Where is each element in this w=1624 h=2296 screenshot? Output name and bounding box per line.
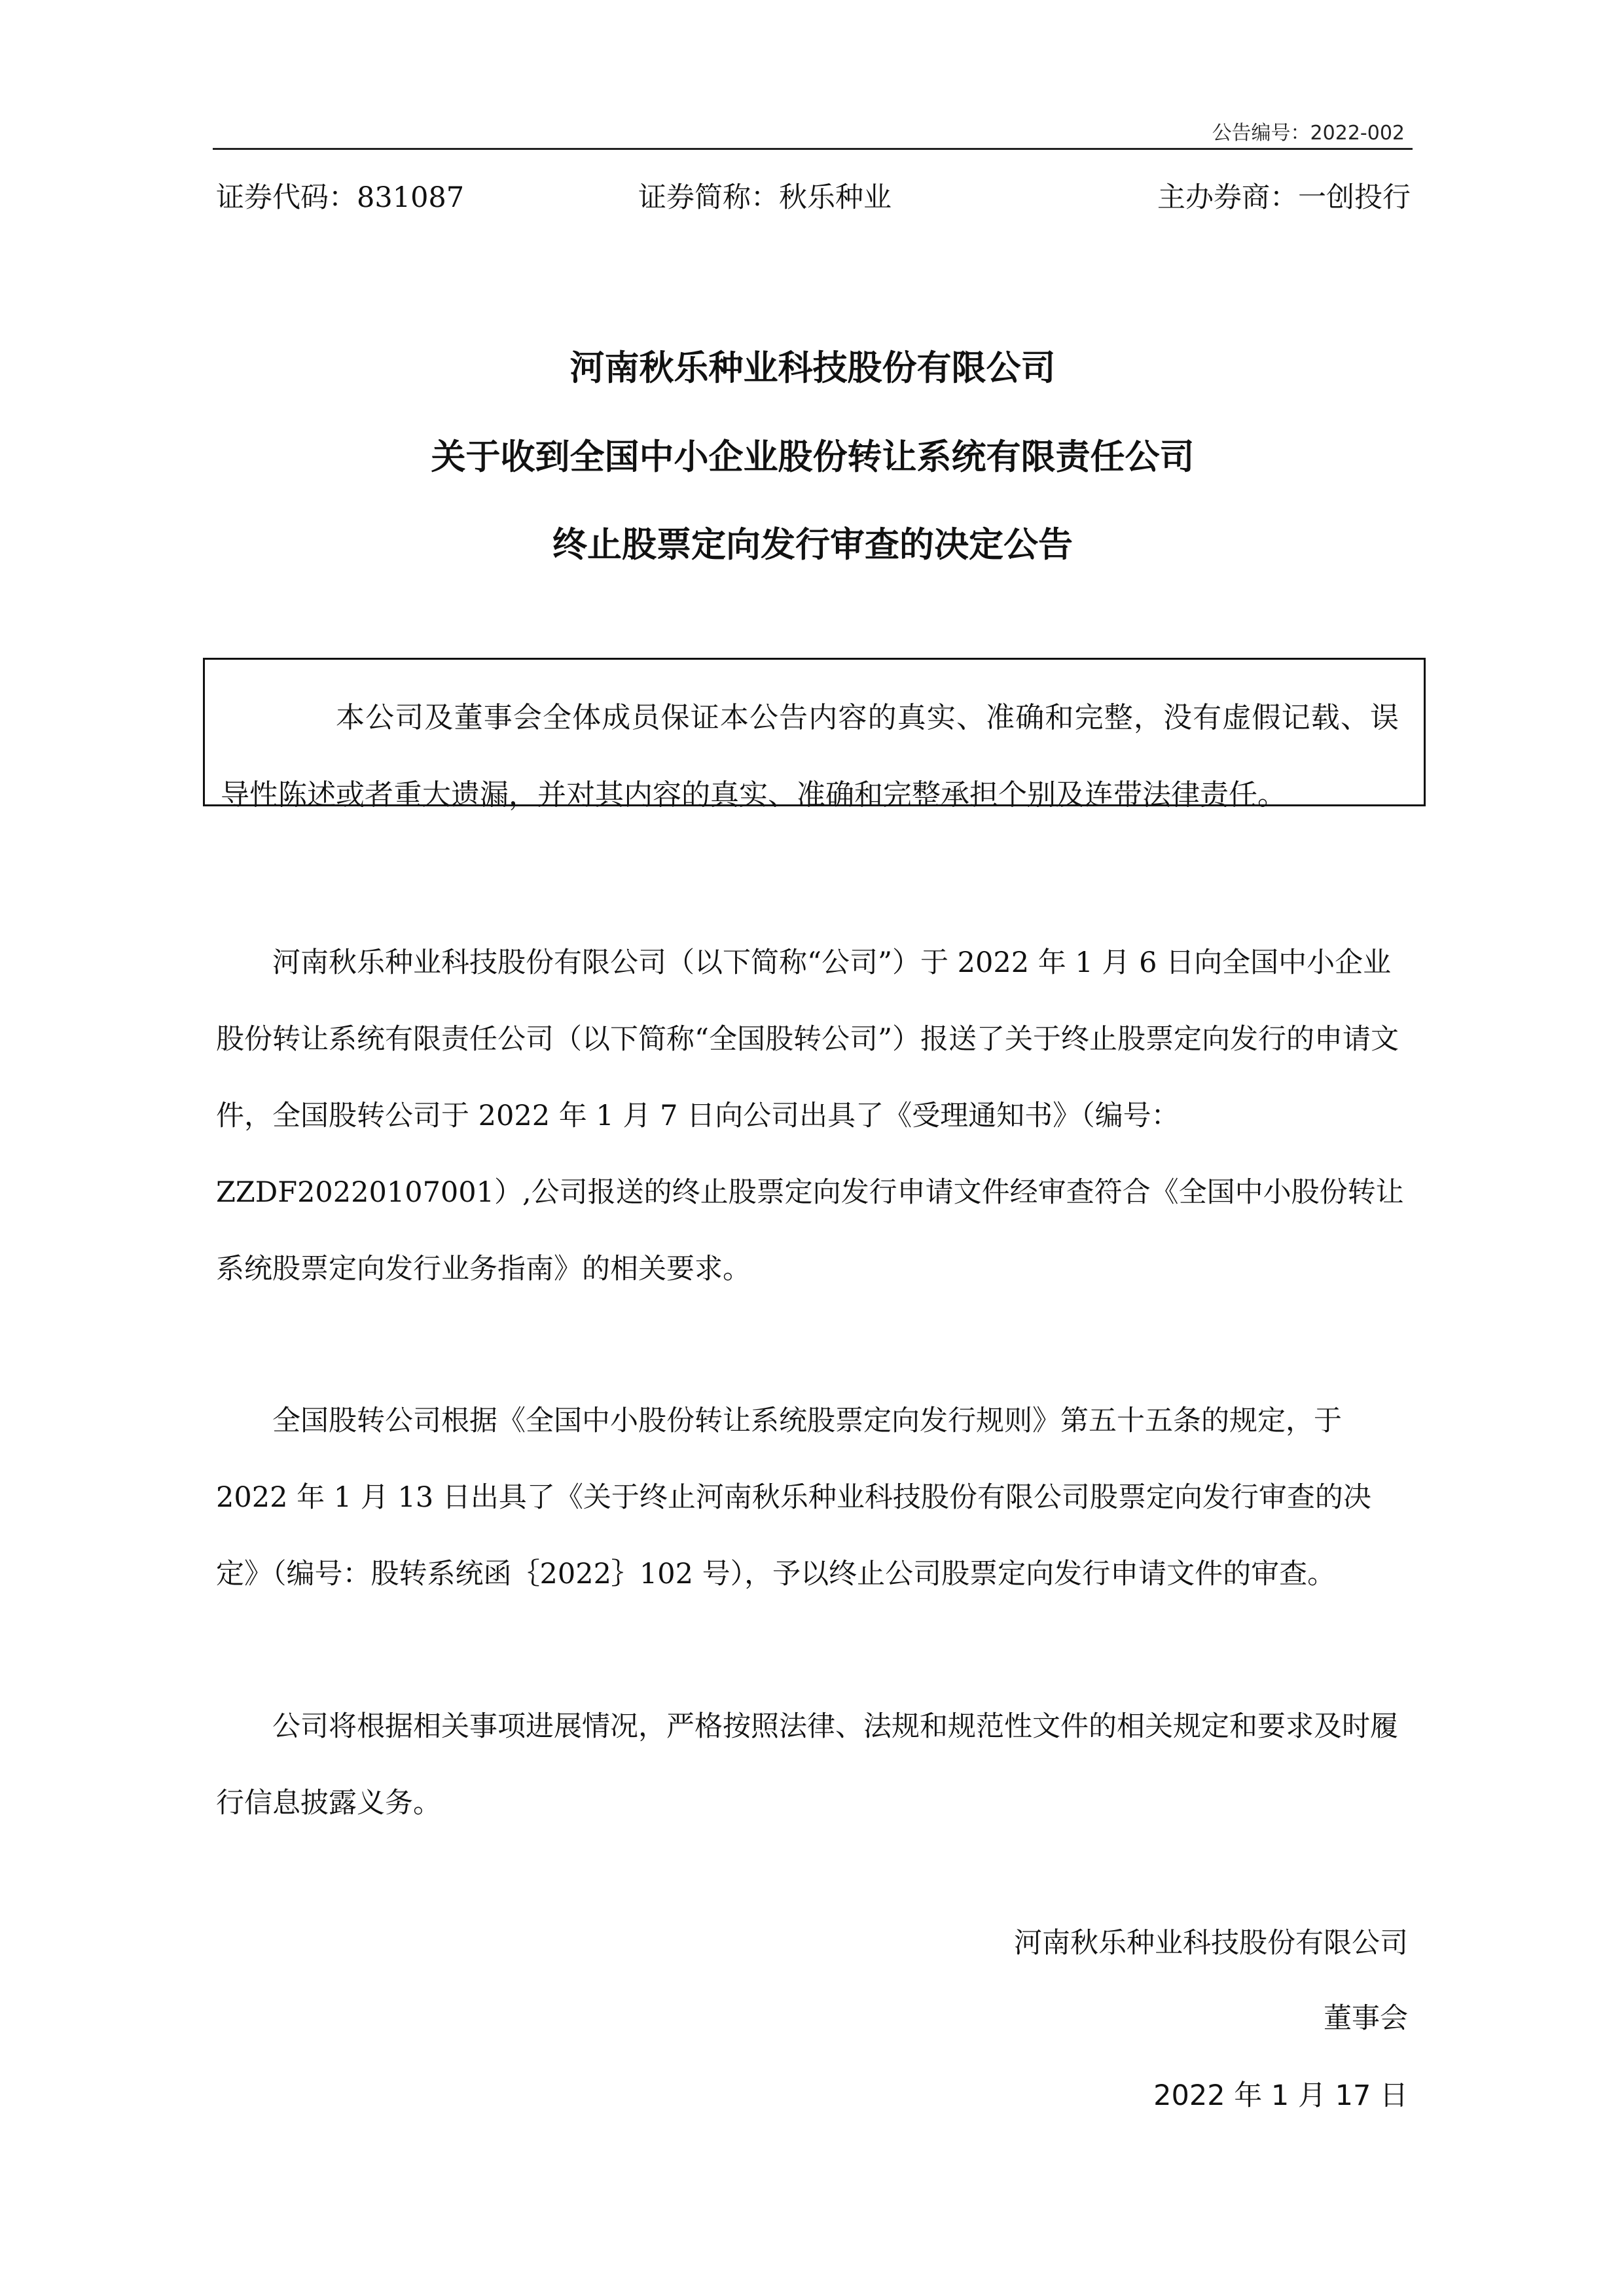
security-abbreviation: 证券简称：秋乐种业 (638, 181, 892, 214)
body-paragraph-1: 河南秋乐种业科技股份有限公司（以下简称“公司”）于 2022 年 1 月 6 日向全国中小企业股份转让系统有限责任公司（以下简称“全国股转公司”）报送了关于终止股票定向发行的申请文件，全国股转公司于 2022 年 1 月 7 日向公司出具了《受理通知书》（编号：ZZDF20220107001）,公司报送的终止股票定向发行申请文件经审查符合《全国中小股份转让系统股票定向发行业务指南》的相关要求。 (216, 946, 1404, 1285)
body-paragraph-3: 公司将根据相关事项进展情况，严格按照法律、法规和规范性文件的相关规定和要求及时履行信息披露义务。 (216, 1710, 1398, 1820)
board-guarantee-notice (203, 658, 1426, 812)
signature-date: 2022 年 1 月 17 日 (1153, 2079, 1408, 2112)
signature-board: 董事会 (1324, 2002, 1408, 2035)
title-line-2: 关于收到全国中小企业股份转让系统有限责任公司 (431, 437, 1195, 477)
title-line-1: 河南秋乐种业科技股份有限公司 (569, 348, 1056, 388)
securities-info-row (216, 175, 1411, 215)
notice-text: 本公司及董事会全体成员保证本公告内容的真实、准确和完整，没有虚假记载、误导性陈述或者重大遗漏，并对其内容的真实、准确和完整承担个别及连带法律责任。 (221, 701, 1399, 812)
body-paragraph-2: 全国股转公司根据《全国中小股份转让系统股票定向发行规则》第五十五条的规定，于 2022 年 1 月 13 日出具了《关于终止河南秋乐种业科技股份有限公司股票定向发行审查的决定》（编号：股转系统函｛2022｝102 号），予以终止公司股票定向发行申请文件的审查。 (216, 1405, 1371, 1590)
signature-company: 河南秋乐种业科技股份有限公司 (1014, 1927, 1408, 1960)
title-line-3: 终止股票定向发行审查的决定公告 (552, 525, 1073, 565)
announcement-number: 公告编号：2022-002 (1212, 122, 1405, 145)
sponsor-broker: 主办券商：一创投行 (1157, 181, 1411, 214)
header-divider (213, 148, 1413, 150)
security-code: 证券代码：831087 (216, 181, 465, 214)
